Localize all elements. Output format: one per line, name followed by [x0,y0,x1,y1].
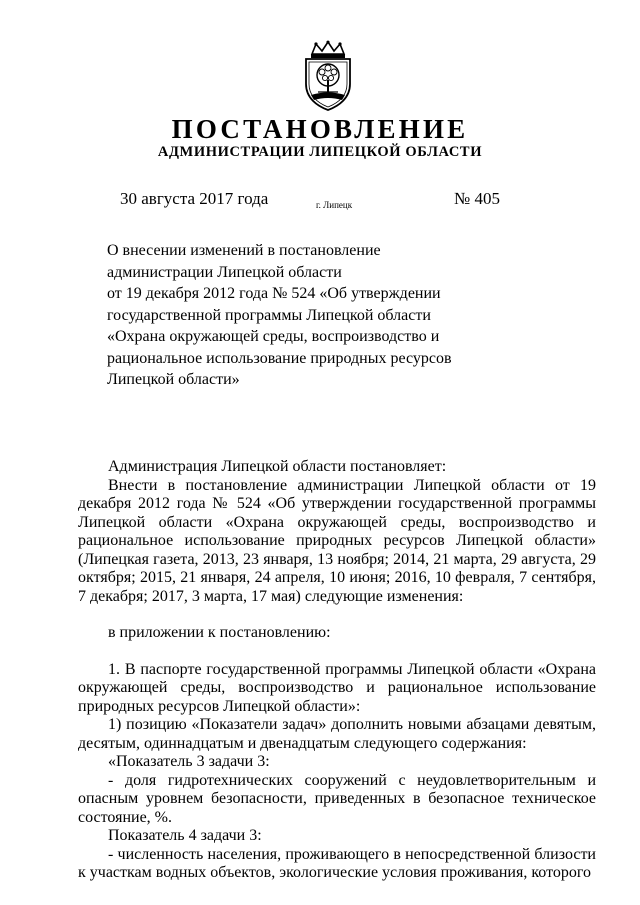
document-number: № 405 [454,189,500,208]
body-paragraph: 1) позицию «Показатели задач» дополнить новыми абзацами девятым, десятым, одиннадцатым и двенадцатым следующего содержания: [78,716,596,752]
document-subject [107,240,507,391]
coat-of-arms-icon [298,40,358,112]
document-date: 30 августа 2017 года [120,189,269,208]
subject-line: от 19 декабря 2012 года № 524 «Об утверждении [107,285,441,302]
subject-line: «Охрана окружающей среды, воспроизводство и [107,328,440,345]
body-paragraph: «Показатель 3 задачи 3: [108,753,270,770]
subject-line: рациональное использование природных ресурсов [107,349,452,367]
body-paragraph: Администрация Липецкой области постановляет: [108,458,447,475]
body-paragraph: - доля гидротехнических сооружений с неудовлетворительным и опасным уровнем безопасности, приведенных в безопасное техническое состояние, %. [78,771,596,826]
body-paragraph: Показатель 4 задачи 3: [108,827,262,844]
subject-line: О внесении изменений в постановление [107,242,381,259]
body-paragraph: 1. В паспорте государственной программы Липецкой области «Охрана окружающей среды, воспроизводство и рациональное использование природных ресурсов Липецкой области»: [78,660,596,715]
body-paragraph: Внести в постановление администрации Липецкой области от 19 декабря 2012 года № 524 «Об утверждении государственной программы Липецкой области «Охрана окружающей среды, воспроизводство и рациональное использование природных ресурсов Липецкой области» (Липецкая газета, 2013, 23 января, 13 ноября; 2014, 21 марта, 29 августа, 29 октября; 2015, 21 января, 24 апреля, 10 июня; 2016, 10 февраля, 7 сентября, 7 декабря; 2017, 3 марта, 17 мая) следующие изменения: [78,476,596,605]
subject-line: администрации Липецкой области [107,263,342,281]
document-body [78,458,596,883]
document-subtitle: АДМИНИСТРАЦИИ ЛИПЕЦКОЙ ОБЛАСТИ [157,144,483,160]
document-city: г. Липецк [316,200,353,210]
document-title: ПОСТАНОВЛЕНИЕ [171,114,469,144]
subject-line: Липецкой области» [107,371,240,388]
body-paragraph: - численность населения, проживающего в непосредственной близости к участкам водных объектов, экологические условия проживания, которого [78,845,596,881]
body-paragraph: в приложении к постановлению: [108,624,331,641]
subject-line: государственной программы Липецкой области [107,306,431,324]
